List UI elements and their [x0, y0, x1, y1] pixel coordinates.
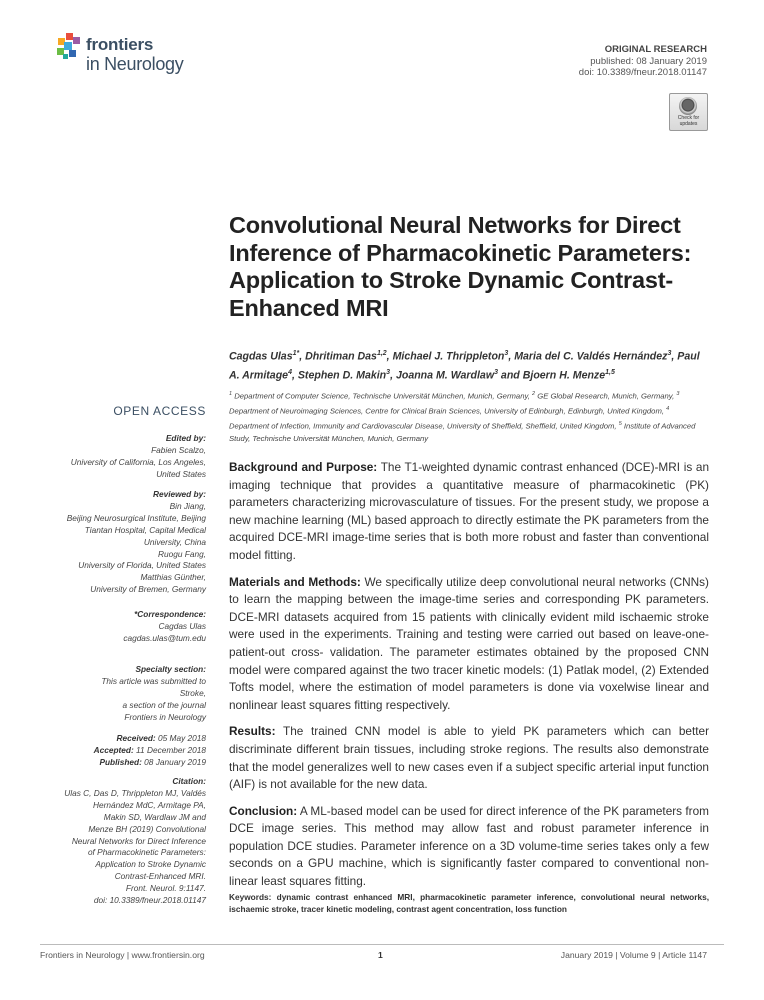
- check-updates-line2: updates: [679, 120, 698, 127]
- edited-by-list: [40, 445, 206, 481]
- sidebar-line: Cagdas Ulas: [158, 620, 206, 631]
- footer-issue: January 2019 | Volume 9 | Article 1147: [560, 950, 707, 960]
- affiliation-text: Institute of Advanced Study, Technische Universität München, Munich, Germany: [229, 421, 696, 443]
- check-updates-icon: [679, 97, 697, 115]
- sidebar-line: Front. Neurol. 9:1147.: [125, 883, 206, 894]
- affiliation-text: Department of Neuroimaging Sciences, Centre for Clinical Brain Sciences, University of Edinburgh, Edinburgh, United Kingdom,: [229, 406, 667, 416]
- abstract-section-text: We specifically utilize deep convolutional neural networks (CNNs) to learn the mapping between the image-time series and corresponding PK parameters. DCE-MRI datasets acquired from 15 patients with clinically evident mild ischaemic stroke were used in the experiments. Training and testing were carried out based on leave-one-patient-out cross- validation. The parameter estimates obtained by the proposed CNN model were compared against the two tracer kinetic models: (1) Patlak model, (2) Extended Tofts model, where the estimation of model parameters is done via voxelwise linear and nonlinear least squares fitting respectively.: [229, 574, 709, 712]
- author-affiliation-sup: 3: [386, 368, 391, 376]
- published-date: published: 08 January 2019: [590, 55, 707, 67]
- author-name[interactable]: Maria del C. Valdés Hernández: [514, 350, 668, 363]
- edited-by-label: Edited by:: [165, 433, 206, 443]
- author-affiliation-sup: 3: [667, 350, 672, 357]
- author-affiliation-sup: 1,5: [605, 368, 615, 376]
- sidebar-line: University of Bremen, Germany: [90, 584, 206, 595]
- page-number: 1: [378, 950, 383, 960]
- abstract-section-text: The trained CNN model is able to yield PK parameters which can better discriminate different brain tissues, including stroke regions. The results also demonstrate that the model generalizes well to new cases even if a subject specific arterial input function (AIF) is not available for the new data.: [229, 724, 709, 792]
- sidebar-reviewed-by: [40, 489, 206, 596]
- sidebar-line: United States: [156, 468, 206, 479]
- author-name[interactable]: Bjoern H. Menze: [522, 369, 606, 382]
- author-name[interactable]: Joanna M. Wardlaw: [395, 369, 495, 382]
- sidebar-line: Ulas C, Das D, Thrippleton MJ, Valdés: [64, 787, 206, 798]
- footer-divider: [40, 944, 724, 945]
- affiliation-sup: 3: [676, 391, 680, 397]
- logo-text-journal: in Neurology: [86, 54, 184, 74]
- affiliations: [229, 388, 709, 445]
- abstract-section-label: Background and Purpose:: [229, 460, 378, 474]
- abstract-section-text: The T1-weighted dynamic contrast enhanced (DCE)-MRI is an imaging technique that provides a quantitative measure of pharmacokinetic (PK) parameters characterizing microvasculature of tissues. For the present study, we propose a new machine learning (ML) based approach to directly estimate the PK parameters from the acquired DCE-MRI image-time series that is both more robust and faster than conventional model fitting.: [229, 460, 709, 562]
- affiliation-text: Department of Infection, Immunity and Cardiovascular Disease, University of Sheffield, Sheffield, United Kingdom,: [229, 421, 619, 431]
- author-affiliation-sup: 3: [504, 350, 509, 357]
- sidebar-line: University, China: [143, 536, 206, 547]
- author-name[interactable]: Michael J. Thrippleton: [392, 350, 505, 363]
- abstract: [229, 459, 709, 900]
- sidebar-dates: [40, 733, 206, 769]
- accepted-label: Accepted:: [93, 744, 134, 755]
- author-list: Cagdas Ulas$^{1*}$, Dhritiman Das$^{1,2}$, Michael J. Thrippleton$^3$, Maria del C. Valdés Hernández$^3$, Paul A. Armitage$^4$, Stephen D. Makin$^3$, Joanna M. Wardlaw$^3$ and Bjoern H. Menze$^{1,5}$: [229, 350, 700, 382]
- sidebar-correspondence: [40, 609, 206, 645]
- sidebar-line: University of California, Los Angeles,: [70, 456, 206, 467]
- sidebar-line: Stroke,: [179, 687, 206, 698]
- reviewed-by-label: Reviewed by:: [152, 489, 206, 499]
- check-updates-line1: Check for: [677, 115, 700, 121]
- affiliation-text: Department of Computer Science, Technische Universität München, Munich, Germany,: [232, 391, 533, 401]
- sidebar-line: Makin SD, Wardlaw JM and: [103, 811, 206, 822]
- affiliation-sup: 2: [532, 391, 536, 397]
- sidebar-edited-by: [40, 433, 206, 481]
- author-name[interactable]: Paul A. Armitage: [229, 350, 700, 382]
- keywords: Keywords: dynamic contrast enhanced MRI, pharmacokinetic parameter inference, convolutional neural networks, ischaemic stroke, tracer kinetic modeling, contrast agent concentration, loss function: [229, 892, 709, 915]
- affiliation-text: GE Global Research, Munich, Germany,: [535, 391, 677, 401]
- author-affiliation-sup: 1*: [292, 350, 300, 357]
- reviewed-by-list: [40, 501, 206, 596]
- open-access-label: OPEN ACCESS: [113, 404, 206, 418]
- affiliation-sup: 5: [618, 420, 622, 427]
- sidebar-line: of Pharmacokinetic Parameters:: [87, 847, 206, 858]
- sidebar-line: Frontiers in Neurology: [124, 711, 206, 722]
- citation-label: Citation:: [172, 776, 206, 786]
- affiliation-sup: 4: [666, 405, 670, 412]
- author-affiliation-sup: 4: [288, 368, 292, 376]
- abstract-section: [229, 803, 709, 891]
- sidebar-line: Hernández MdC, Armitage PA,: [93, 799, 206, 810]
- sidebar-line: Neural Networks for Direct Inference: [71, 835, 206, 846]
- affiliation-sup: 1: [229, 391, 233, 397]
- author-affiliation-sup: 3: [494, 368, 498, 376]
- abstract-section-label: Results:: [229, 724, 276, 739]
- correspondence-label: *Correspondence:: [134, 609, 206, 619]
- author-name[interactable]: Dhritiman Das: [305, 350, 377, 363]
- check-for-updates-badge[interactable]: [669, 93, 708, 131]
- sidebar-line: Tiantan Hospital, Capital Medical: [84, 524, 206, 535]
- specialty-list: [40, 676, 206, 724]
- author-affiliation-sup: 1,2: [376, 350, 387, 357]
- abstract-section-text: A ML-based model can be used for direct inference of the PK parameters from DCE image series. This method may allow fast and robust parameter inference in population DCE studies. Parameter inference on a 3D volume-time series takes only a few seconds on a GPU machine, which is significantly faster compared to conventional non-linear least squares fitting.: [229, 803, 709, 889]
- sidebar-line: Fabien Scalzo,: [151, 444, 206, 455]
- abstract-section-label: Conclusion:: [229, 803, 298, 818]
- frontiers-logo-icon: [57, 33, 83, 61]
- specialty-label: Specialty section:: [135, 664, 206, 674]
- abstract-section-label: Materials and Methods:: [229, 574, 361, 589]
- sidebar-line: Bin Jiang,: [169, 500, 206, 511]
- abstract-section: [229, 574, 709, 715]
- sidebar-specialty: [40, 664, 206, 724]
- article-doi[interactable]: doi: 10.3389/fneur.2018.01147: [578, 67, 707, 78]
- author-name[interactable]: Stephen D. Makin: [297, 369, 387, 382]
- sidebar-line: Beijing Neurosurgical Institute, Beijing: [66, 512, 206, 523]
- sidebar-line: Contrast-Enhanced MRI.: [114, 871, 206, 882]
- abstract-section: [229, 459, 709, 565]
- article-header: [579, 44, 707, 79]
- sidebar-line: a section of the journal: [122, 699, 206, 710]
- sidebar-line: doi: 10.3389/fneur.2018.01147: [93, 895, 206, 906]
- author-name[interactable]: Cagdas Ulas: [229, 350, 293, 363]
- accepted-date: 11 December 2018: [136, 744, 206, 755]
- sidebar-line: Ruogu Fang,: [158, 548, 206, 559]
- sidebar-citation: [40, 776, 206, 907]
- received-date: 05 May 2018: [158, 733, 206, 743]
- journal-logo: [57, 33, 197, 77]
- correspondence-list: [40, 621, 206, 645]
- article-type: ORIGINAL RESEARCH: [604, 44, 707, 55]
- received-label: Received:: [116, 733, 156, 743]
- sidebar-line[interactable]: cagdas.ulas@tum.edu: [123, 632, 206, 643]
- footer-journal[interactable]: Frontiers in Neurology | www.frontiersin.org: [40, 950, 205, 960]
- logo-text-frontiers: frontiers: [86, 35, 154, 54]
- sidebar-line: Matthias Günther,: [140, 572, 206, 583]
- sidebar-line: Menze BH (2019) Convolutional: [88, 823, 206, 834]
- abstract-section: [229, 723, 709, 793]
- published-sidebar-date: 08 January 2019: [144, 756, 206, 767]
- article-title: Convolutional Neural Networks for Direct Inference of Pharmacokinetic Parameters: Application to Stroke Dynamic Contrast-Enhanced MRI: [229, 212, 692, 321]
- sidebar-line: This article was submitted to: [101, 675, 206, 686]
- sidebar-line: University of Florida, United States: [78, 560, 206, 571]
- sidebar-line: Application to Stroke Dynamic: [95, 859, 206, 870]
- citation-list: [40, 788, 206, 907]
- published-label: Published:: [99, 756, 142, 767]
